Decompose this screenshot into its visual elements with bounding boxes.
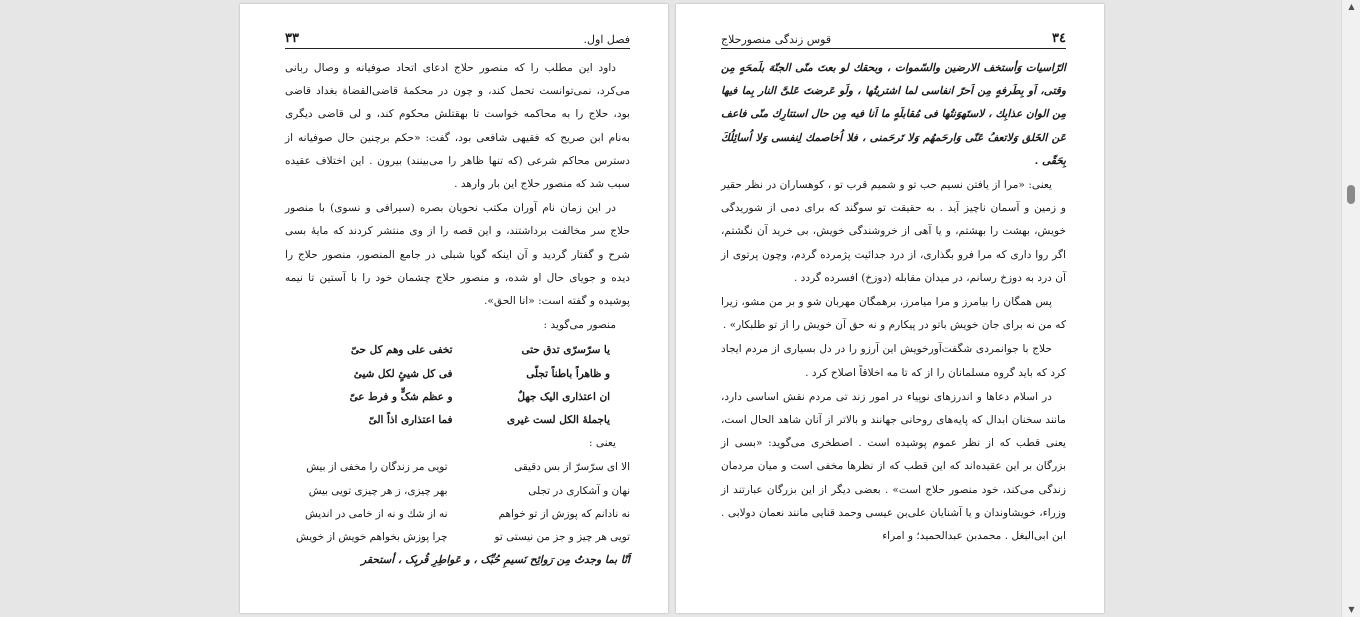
paragraph: یعنی: «مرا از یافتن نسیم حب تو و شمیم قرب تو ، کوهساران در نظر حقیر و زمین و آسمان ناچیز آید . به حقیقت تو سوگند که برای دمی از شوریدگی خویش، بهشت را بهشتم، و یا آهی از خروشندگی خویش، بی خرید آن نگشتم، اگر روا داری که مرا فرو بگذاری، از درد جدائیت پژمرده گردم، وچون پرتوی از آن درد به دوزخ رسانم، در میدان مقابله (دوزخ) افسرده گردد . bbox=[721, 179, 1066, 284]
verse-hemistich: یاجملهٔ الکل لست غیری bbox=[506, 414, 610, 427]
page-33-header bbox=[285, 30, 630, 49]
page-33-header-title: فصل اول. bbox=[583, 33, 630, 46]
page-34 bbox=[676, 4, 1104, 613]
arabic-prayer-line: اَنّا بما وجدتُ مِن رَوائِح نَسیمِ حُبِّک ، و عَواطِرِ قُربِک ، أستحقر bbox=[361, 554, 630, 567]
page-33 bbox=[240, 4, 668, 613]
arabic-poem bbox=[315, 339, 610, 432]
verse-hemistich: نه نادانم که پوزش از تو خواهم bbox=[498, 507, 630, 520]
scroll-down-arrow-icon[interactable]: ▼ bbox=[1348, 605, 1355, 614]
verse-hemistich: و عظم شکٍّ و فرط عیّ bbox=[349, 390, 453, 403]
vertical-scrollbar[interactable] bbox=[1341, 0, 1360, 617]
paragraph: حلاج با جوانمردی شگفت‌آورخویش این آرزو را در دل بسیاری از مردم ایجاد کرد که باید گروه مسلمانان را از که تا مه اخلاقاً اصلاح کرد . bbox=[721, 343, 1066, 379]
paragraph: در اسلام دعاها و اندرزهای نوپیاء در امور زند تی مردم نقش اساسی دارد، مانند سخنان ابدال که پایه‌های روحانی جهانند و بالاتر از آنان شاهد الحال است، یعنی قطب که از نظر عموم پوشیده است . اصطخری می‌گوید: «بسی از بزرگان بر این عقیده‌اند که این قطب که از نظرها مخفی است و میان مردمان زندگی می‌کند، خود منصور حلاج است» . بعضی دیگر از این بزرگان عبارتند از وزراء، خویشاوندان و یا آشنایان علی‌بن عیسی وحمد قنایی مانند نعمان دولابی . ابن ابی‌البغل . محمدبن عبدالحمید؛ و امراء bbox=[721, 390, 1066, 543]
verse-hemistich: بهر چیزی، ز هر چیزی تویی بیش bbox=[308, 484, 448, 497]
paragraph: داود این مطلب را که منصور حلاج ادعای اتحاد صوفیانه و وصال ربانی می‌کرد، نمی‌توانست تحمل کند، و چون در محکمهٔ قاضی‌القضاة بغداد قاضی بود، حلاج را به محاکمه خواست تا بهقتلش محکوم کند، و لی قاضی دیگری به‌نام ابن صریح که فقیهی شافعی بود، گفت: «حکم برچنین حال صوفیانه از دسترس محاکم شرعی (که تنها ظاهر را می‌بینند) بیرون . این اختلاف عقیده سبب شد که منصور حلاج این بار وارهد . bbox=[285, 62, 630, 191]
verse-hemistich: یا سرّسرّی تدق حتی bbox=[521, 344, 610, 357]
verse-hemistich: تویی هر چیز و جز من نیستی تو bbox=[494, 531, 630, 544]
page-34-header bbox=[721, 30, 1066, 49]
verse-hemistich: چرا پوزش بخواهم خویش از خویش bbox=[295, 531, 448, 544]
page-34-number: ۳٤ bbox=[1052, 31, 1066, 46]
page-34-header-title: قوس زندگی منصورحلاج bbox=[721, 33, 832, 46]
translation-intro: یعنی : bbox=[588, 437, 616, 450]
arabic-prayer: الرّاسیات وَأستخف الارضین والسّموات ، وبحقك لو بعتَ منّی الجنّهَ بلَمحَهٍ مِن وقتی، اَو بِطَرفهٍ مِن اَحرّ انفاسی لما اشتریتُها ، ولَو عَرضتَ عَلیَّ النار بِما فیها مِن الوان عذابِك ، لاستَهوَنتُها فی مُقابلَهٍ ما اَنا فیه مِن حال استتارِك منّی فاعف عَن الخَلق وَلاتعفُ عَنّی وَارحَمهُم وَلا تَرحَمنی ، فلا اُخاصمك لِنفسی وَلا اُسائِلُكَ بِحَقّی . bbox=[721, 62, 1066, 167]
verse-hemistich: نهان و آشکاری در تجلی bbox=[528, 484, 630, 497]
paragraph: در این زمان نام آوران مکتب نحویان بصره (سیرافی و نسوی) با منصور حلاج سر مخالفت برداشتند، و این قصه را از وی منتشر کردند که مایهٔ بسی شرح و گفتار گردید و آن اینکه گویا شبلی در جامع المنصور، منصور حلاج را دیده و جویای حال او شده، و منصور حلاج چشمان خود را با آستین تا نیمه پوشیده و گفته است: «انا الحق». bbox=[285, 202, 631, 308]
scrollbar-thumb[interactable] bbox=[1347, 185, 1355, 204]
verse-hemistich: و ظاهراً باطناً تجلّی bbox=[526, 367, 610, 380]
verse-hemistich: نه از شك و نه از خامی در اندیش bbox=[305, 507, 448, 520]
persian-poem bbox=[285, 456, 630, 549]
page-34-content bbox=[721, 30, 1066, 595]
page-33-body bbox=[285, 57, 630, 572]
paragraph: منصور می‌گوید : bbox=[543, 319, 616, 332]
scroll-up-arrow-icon[interactable]: ▲ bbox=[1348, 2, 1355, 11]
paragraph: پس همگان را بیامرز و مرا میامرز، برهمگان مهربان شو و بر من مشو، زیرا که من نه برای جان خویش باتو در پیکارم و نه حق آن خویش را از تو طلبکار» . bbox=[721, 296, 1066, 332]
verse-hemistich: الا ای سرّسرّ از بس دقیقی bbox=[514, 461, 630, 474]
page-34-body bbox=[721, 57, 1066, 548]
verse-hemistich: فما اعتذاری اذاً الیّ bbox=[368, 414, 453, 427]
page-33-number: ۳۳ bbox=[285, 31, 299, 46]
verse-hemistich: تویی مر زندگان را مخفی از بیش bbox=[306, 461, 448, 474]
verse-hemistich: فی کل شیئٍ لکل شیئ bbox=[353, 367, 453, 380]
verse-hemistich: ان اعتذاری الیک جهلٌ bbox=[517, 390, 610, 403]
page-33-content bbox=[285, 30, 630, 595]
verse-hemistich: تخفی علی وهم کل حیّ bbox=[350, 344, 453, 357]
